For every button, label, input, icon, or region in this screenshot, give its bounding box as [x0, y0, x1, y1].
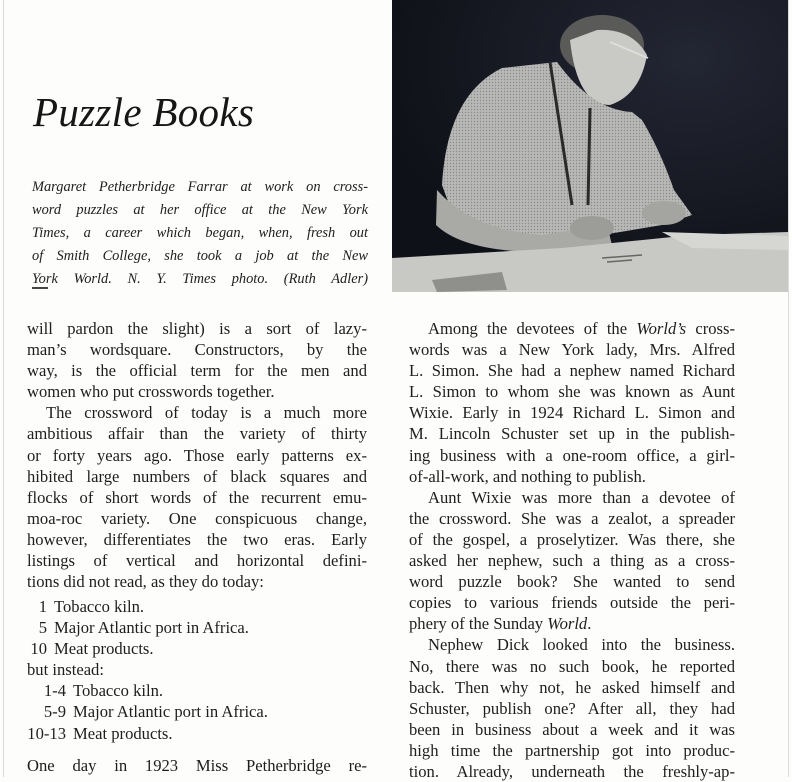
- caption-line: Times, a career which began, when, fresh out: [32, 225, 368, 241]
- text-line: women who put crosswords together.: [27, 382, 275, 402]
- text-run: Among the devotees of the: [428, 319, 637, 338]
- italic-title: World: [547, 614, 588, 634]
- today-clue: [27, 596, 268, 617]
- text-line: Aunt Wixie was more than a devotee of: [428, 487, 735, 507]
- text-line: flocks of short words of the recurrent emu-: [27, 487, 367, 507]
- text-line: ambitious affair than the variety of thirty: [27, 424, 367, 444]
- caption-rule: [32, 287, 48, 289]
- article-title: Puzzle Books: [33, 89, 255, 135]
- text-line: hibited large numbers of black squares and: [27, 466, 367, 486]
- left-column: [27, 318, 367, 592]
- clue-number: 5-9: [43, 702, 66, 722]
- text-line: tion. Already, underneath the freshly-ap-: [409, 761, 735, 781]
- text-line: listings of vertical and horizontal defini-: [27, 551, 367, 571]
- today-clue: [27, 638, 268, 659]
- clue-number: 5: [38, 618, 47, 638]
- text-line: or forty years ago. Those early patterns ex-: [27, 445, 367, 465]
- text-line: tions did not read, as they do today:: [27, 572, 264, 592]
- text-line: [409, 613, 735, 634]
- page-edge-left: [3, 0, 4, 777]
- text-line: word puzzle book? She wanted to send: [409, 572, 735, 592]
- text-line: ing business with a one-room office, a girl-: [409, 445, 735, 465]
- text-line: L. Simon to whom she was known as Aunt: [409, 382, 735, 402]
- text-line: [409, 318, 735, 339]
- text-line: however, differentiates the two eras. Early: [27, 529, 367, 549]
- but-instead-label: but instead:: [27, 660, 104, 680]
- clue-text: Major Atlantic port in Africa.: [54, 618, 249, 638]
- photo-caption: [32, 176, 368, 291]
- clue-text: Meat products.: [73, 723, 173, 743]
- text-run: phery of the Sunday: [409, 614, 548, 634]
- text-line: high time the partnership got into produc-: [409, 740, 735, 760]
- text-line: been in business about a week and it was: [409, 719, 735, 739]
- page-edge-right: [788, 0, 789, 777]
- text-line: man’s wordsquare. Constructors, by the: [27, 340, 367, 360]
- clue-number: 1: [38, 597, 47, 616]
- text-line: Schuster, publish one? After all, they had: [409, 698, 735, 718]
- text-line: will pardon the slight) is a sort of lazy-: [27, 319, 367, 338]
- text-line: back. Then why not, he asked himself and: [409, 677, 735, 697]
- text-line: asked her nephew, such a thing as a cross-: [409, 551, 735, 571]
- caption-line: word puzzles at her office at the New York: [32, 202, 368, 218]
- photo-hand: [570, 216, 614, 240]
- text-line: Wixie. Early in 1924 Richard L. Simon and: [409, 403, 735, 423]
- text-line: words was a New York lady, Mrs. Alfred: [409, 340, 735, 360]
- caption-line: of Smith College, she took a job at the New: [32, 248, 368, 264]
- text-line: of the gospel, a proselytizer. Was there, she: [409, 529, 735, 549]
- clue-listing: [27, 596, 268, 744]
- today-clue: [27, 617, 268, 638]
- text-line: copies to various friends outside the peri-: [409, 593, 735, 613]
- clue-number: 10-13: [27, 723, 66, 743]
- text-line: L. Simon. She had a nephew named Richard: [409, 361, 735, 381]
- old-clue: [27, 701, 268, 722]
- text-line: moa-roc variety. One conspicuous change,: [27, 508, 367, 528]
- clue-number: 1-4: [43, 681, 66, 701]
- text-run: .: [587, 614, 592, 634]
- clue-number: 10: [30, 639, 47, 659]
- caption-line: York World. N. Y. Times photo. (Ruth Adler): [32, 271, 368, 287]
- text-line: Nephew Dick looked into the business.: [428, 635, 735, 655]
- old-clue: [27, 723, 268, 744]
- clue-text: Meat products.: [54, 639, 154, 659]
- caption-line: Margaret Petherbridge Farrar at work on cross-: [32, 179, 368, 195]
- text-line: way, is the official term for the men and: [27, 361, 367, 381]
- clue-text: Major Atlantic port in Africa.: [73, 702, 268, 722]
- text-line: No, there was no such book, he reported: [409, 656, 735, 676]
- text-line: The crossword of today is a much more: [46, 403, 367, 423]
- italic-title: World’s: [636, 319, 687, 338]
- text-line: One day in 1923 Miss Petherbridge re-: [27, 756, 367, 775]
- text-line: of-all-work, and nothing to publish.: [409, 466, 646, 486]
- old-clue: [27, 680, 268, 701]
- clue-text: Tobacco kiln.: [54, 597, 145, 616]
- text-run: cross-: [686, 319, 735, 338]
- clue-text: Tobacco kiln.: [73, 681, 164, 701]
- right-column: [409, 318, 735, 782]
- text-line: the crossword. She was a zealot, a spreader: [409, 508, 735, 528]
- text-line: M. Lincoln Schuster set up in the publish-: [409, 424, 735, 444]
- photo-illustration: [392, 0, 788, 292]
- photo-hand: [642, 201, 686, 225]
- photo-margaret-farrar: [392, 0, 788, 292]
